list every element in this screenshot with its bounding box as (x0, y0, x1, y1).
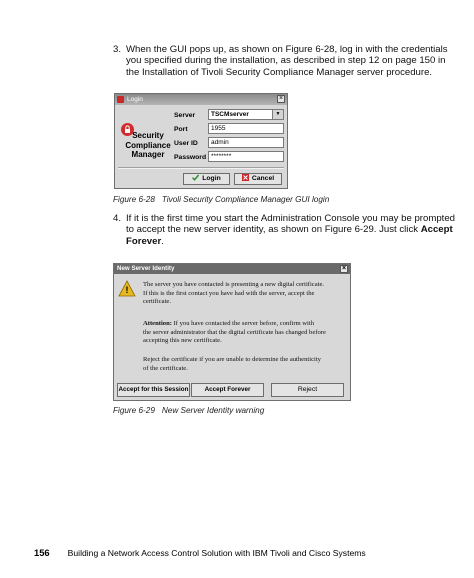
login-dialog (114, 93, 288, 189)
port-value: 1955 (211, 125, 226, 132)
userid-input[interactable] (208, 137, 284, 148)
server-label: Server (174, 112, 196, 119)
brand-line: Manager (131, 150, 165, 159)
warning-icon (118, 280, 136, 297)
cancel-button[interactable] (234, 173, 282, 185)
figure-text: New Server Identity warning (161, 406, 265, 415)
identity-title: New Server Identity (117, 265, 175, 272)
port-input[interactable] (208, 123, 284, 134)
check-icon (192, 174, 199, 181)
port-label: Port (174, 126, 188, 133)
message-line: certificate. (143, 298, 172, 305)
login-title: Login (127, 96, 143, 103)
step-line (126, 236, 455, 247)
brand-line: Security (132, 131, 164, 140)
footer-text: Building a Network Access Control Solution with IBM Tivoli and Cisco Systems (67, 548, 366, 558)
figure-text: Tivoli Security Compliance Manager GUI login (161, 195, 330, 204)
login-button-label: Login (202, 175, 221, 182)
accent-text: Forever (126, 235, 162, 247)
identity-dialog (113, 263, 351, 401)
step-line: you specified during the installation, as described in step 12 on page 150 in (126, 55, 446, 67)
message-line: the server administrator that the digital certificate has changed before (143, 328, 326, 336)
divider (118, 167, 284, 169)
message-text: If you have contacted the server before, confirm with (171, 320, 315, 327)
message-line: Reject the certificate if you are unable to determine the authenticity (143, 356, 321, 363)
message-line: The server you have contacted is presenting a new digital certificate. (143, 281, 325, 288)
step-line: When the GUI pops up, as shown on Figure 6-28, log in with the credentials (126, 44, 448, 55)
figure-number: Figure 6-28 (113, 195, 155, 204)
message-line: of the certificate. (143, 364, 188, 372)
close-icon[interactable]: × (278, 95, 284, 102)
step-number: 4. (113, 213, 122, 224)
step-line (126, 224, 455, 235)
step-text (126, 44, 448, 78)
warning-glyph: ! (125, 285, 129, 295)
chevron-down-icon[interactable]: ▼ (272, 110, 283, 119)
message-line: If this is the first contact you have had with the server, accept the (143, 289, 315, 297)
step-line-end: . (161, 235, 164, 247)
server-select[interactable] (208, 109, 284, 120)
brand-line: Compliance (125, 140, 171, 150)
figure-caption (113, 406, 264, 415)
userid-value: admin (211, 139, 229, 146)
close-icon[interactable]: × (341, 265, 347, 272)
reject-message (143, 356, 321, 373)
cancel-icon (242, 174, 249, 181)
step-4 (113, 213, 453, 249)
password-label: Password (174, 154, 207, 161)
step-text (126, 213, 455, 247)
page-footer (34, 547, 366, 558)
server-value: TSCMserver (211, 111, 249, 118)
password-value: ******** (211, 153, 232, 160)
certificate-message (143, 281, 324, 307)
identity-titlebar (114, 264, 350, 274)
step-number: 3. (113, 44, 122, 55)
app-icon (117, 96, 124, 103)
login-button[interactable] (183, 173, 230, 185)
message-line (143, 320, 326, 329)
step-line: If it is the first time you start the Administration Console you may be prompted (126, 213, 455, 224)
reject-button[interactable]: Reject (271, 383, 344, 397)
step-3 (113, 44, 453, 80)
product-brand (124, 131, 172, 160)
login-titlebar (115, 94, 287, 105)
message-line: accepting this new certificate. (143, 337, 222, 344)
userid-label: User ID (174, 140, 198, 147)
figure-number: Figure 6-29 (113, 406, 155, 415)
attention-message (143, 320, 326, 346)
accent-text: Accept (420, 224, 453, 236)
accept-session-button[interactable]: Accept for this Session (117, 383, 190, 397)
step-line: the Installation of Tivoli Security Compliance Manager server procedure. (126, 66, 433, 78)
password-input[interactable] (208, 151, 284, 162)
page-number: 156 (34, 547, 50, 558)
accept-forever-button[interactable]: Accept Forever (191, 383, 264, 397)
step-line-text: to accept the new server identity, as shown on Figure 6-29. Just click (126, 224, 421, 236)
figure-caption (113, 195, 329, 204)
attention-label: Attention: (143, 320, 172, 327)
cancel-button-label: Cancel (251, 175, 275, 182)
